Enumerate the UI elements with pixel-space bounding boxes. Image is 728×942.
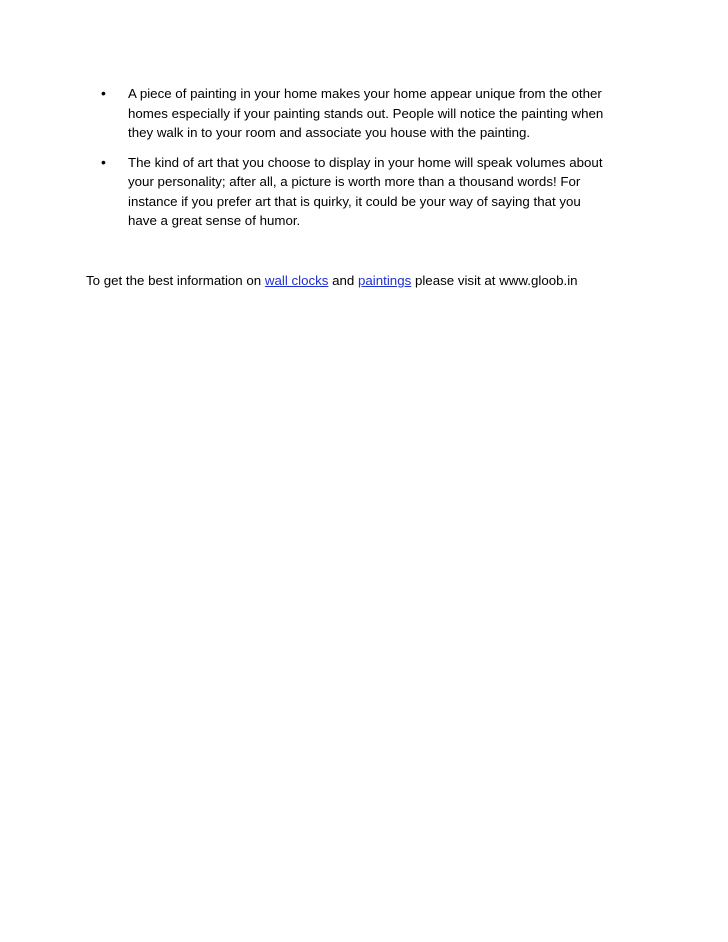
bullet-list xyxy=(0,84,728,241)
closing-text-suffix: please visit at www.gloob.in xyxy=(411,273,578,288)
wall-clocks-link[interactable]: wall clocks xyxy=(264,273,329,288)
closing-text-prefix: To get the best information on xyxy=(86,273,265,288)
closing-text-middle: and xyxy=(328,273,359,288)
bullet-text: A piece of painting in your home makes your home appear unique from the other homes especially if your painting stands out. People will notice the painting when they walk in to your room and associate you house with the painting. xyxy=(128,86,604,140)
list-item xyxy=(0,153,728,231)
list-item xyxy=(0,84,728,143)
closing-paragraph xyxy=(86,271,686,290)
bullet-marker: • xyxy=(101,153,106,170)
paintings-link[interactable]: paintings xyxy=(358,273,412,288)
bullet-text: The kind of art that you choose to display in your home will speak volumes about your personality; after all, a picture is worth more than a thousand words! For instance if you prefer art that is quirky, it could be your way of saying that you have a great sense of humor. xyxy=(128,154,603,228)
bullet-marker: • xyxy=(101,85,106,101)
